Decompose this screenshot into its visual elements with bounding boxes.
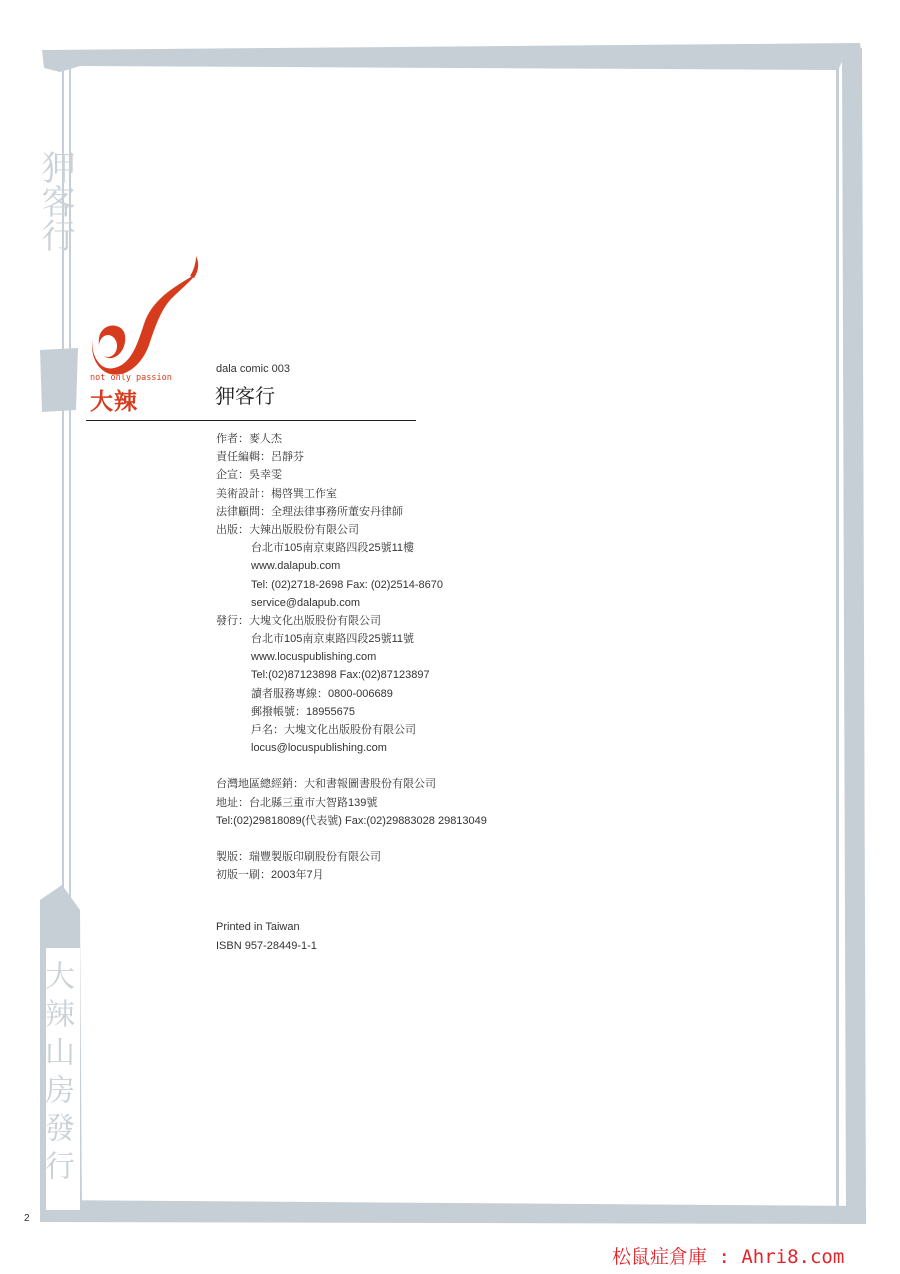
distributor-line: 發行：大塊文化出版股份有限公司 bbox=[216, 614, 381, 627]
edition-line: 初版一刷：2003年7月 bbox=[216, 869, 324, 882]
account-name: 戶名：大塊文化出版股份有限公司 bbox=[251, 724, 416, 736]
distributor-address: 台北市105南京東路四段25號11號 bbox=[251, 633, 415, 646]
colophon bbox=[216, 430, 736, 955]
title-divider bbox=[86, 420, 416, 421]
isbn-line: ISBN 957-28449-1-1 bbox=[216, 939, 317, 952]
plate-line: 製版：瑞豐製版印刷股份有限公司 bbox=[216, 850, 381, 863]
postal-account: 郵撥帳號：18955675 bbox=[251, 705, 355, 718]
printed-line: Printed in Taiwan bbox=[216, 921, 300, 934]
page-number: 2 bbox=[24, 1213, 30, 1224]
side-imprint: 大辣山房發行 bbox=[39, 960, 74, 1188]
art-design-line: 美術設計：楊啓巽工作室 bbox=[216, 487, 337, 500]
agent-address: 地址：台北縣三重市大智路139號 bbox=[216, 796, 378, 809]
book-title: 狎客行 bbox=[215, 384, 275, 408]
logo-tagline: not only passion bbox=[90, 373, 172, 383]
publisher-address: 台北市105南京東路四段25號11樓 bbox=[251, 542, 415, 555]
publisher-website: www.dalapub.com bbox=[251, 560, 341, 573]
series-label: dala comic 003 bbox=[216, 363, 290, 375]
service-line: 讀者服務專線：0800-006689 bbox=[251, 687, 393, 700]
publisher-email: service@dalapub.com bbox=[251, 596, 360, 609]
distributor-website: www.locuspublishing.com bbox=[251, 651, 377, 664]
planning-line: 企宣：吳幸雯 bbox=[216, 469, 282, 482]
logo-name: 大辣 bbox=[90, 389, 138, 415]
editor-line: 責任編輯：呂靜芬 bbox=[216, 451, 304, 464]
publisher-line: 出版：大辣出版股份有限公司 bbox=[216, 523, 359, 536]
distributor-email: locus@locuspublishing.com bbox=[251, 742, 387, 755]
site-watermark: 松鼠症倉庫 : Ahri8.com bbox=[612, 1246, 845, 1268]
agent-phone: Tel:(02)29818089(代表號) Fax:(02)29883028 29813049 bbox=[216, 814, 487, 827]
side-title: 狎客行 bbox=[35, 150, 75, 252]
legal-line: 法律顧問：全理法律事務所董安丹律師 bbox=[216, 505, 403, 518]
distributor-phone: Tel:(02)87123898 Fax:(02)87123897 bbox=[251, 669, 430, 682]
publisher-phone: Tel: (02)2718-2698 Fax: (02)2514-8670 bbox=[251, 578, 444, 591]
taiwan-agent-line: 台灣地區總經銷：大和書報圖書股份有限公司 bbox=[216, 778, 436, 791]
author-line: 作者：麥人杰 bbox=[216, 433, 282, 445]
